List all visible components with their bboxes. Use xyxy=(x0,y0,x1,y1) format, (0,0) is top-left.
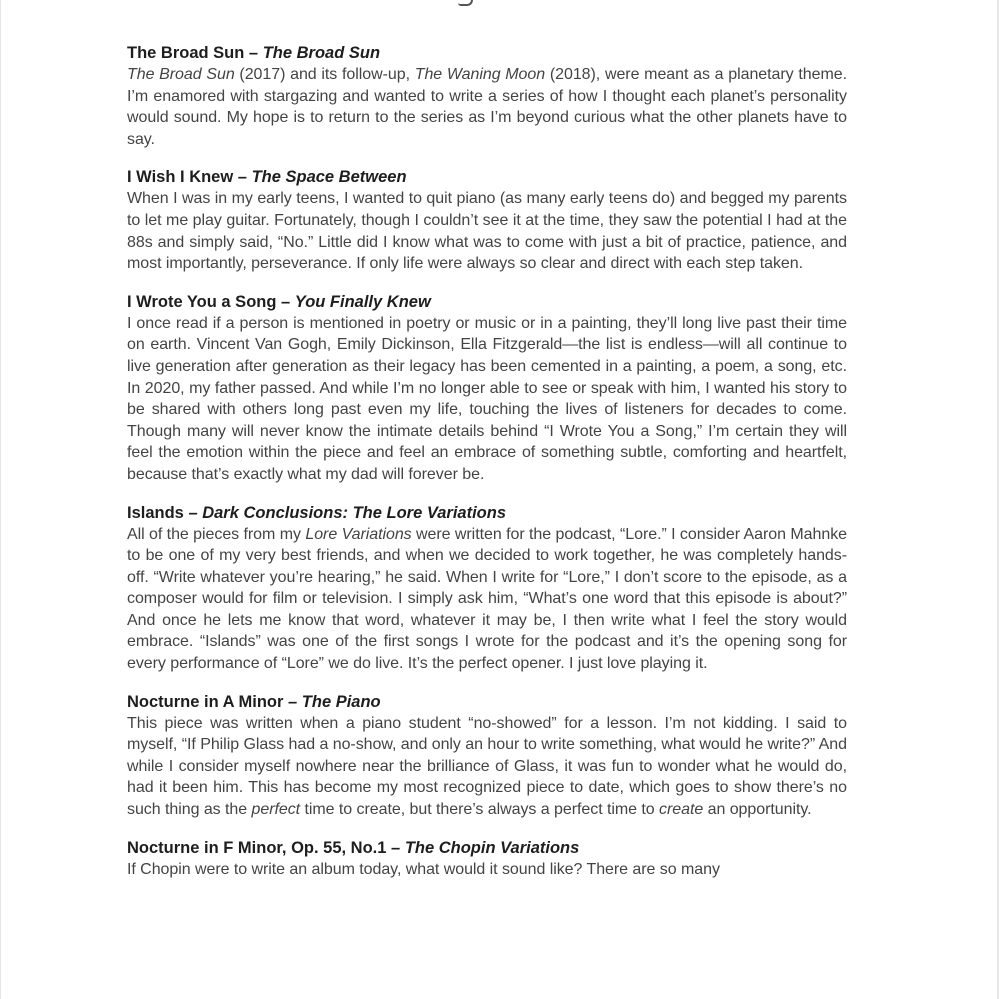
song-section xyxy=(127,502,847,675)
text-run: (2018), were meant as a planetary theme. I’m enamored with stargazing and wanted to write a series of how I thought each planet’s personality would sound. My hope is to return to the series as I’m beyond curious what the other planets have to say. xyxy=(127,66,847,148)
song-section xyxy=(127,166,847,274)
heading-separator: – xyxy=(233,168,252,187)
song-title: I Wish I Knew xyxy=(127,168,234,187)
album-title: The Space Between xyxy=(251,168,407,187)
heading-separator: – xyxy=(283,692,302,711)
song-title: Nocturne in A Minor xyxy=(127,692,284,711)
song-heading xyxy=(127,166,847,188)
song-section xyxy=(127,837,847,881)
album-title: The Chopin Variations xyxy=(404,838,580,857)
document-content xyxy=(127,42,847,896)
page-edge-left xyxy=(0,0,1,999)
song-section xyxy=(127,691,847,821)
song-description xyxy=(127,313,847,486)
album-title: Dark Conclusions: The Lore Variations xyxy=(202,503,507,522)
text-run: an opportunity. xyxy=(703,801,812,819)
song-title: Islands xyxy=(127,503,184,522)
song-description xyxy=(127,859,847,881)
album-title: The Piano xyxy=(301,692,381,711)
text-run: When I was in my early teens, I wanted to quit piano (as many early teens do) and begged my parents to let me play guitar. Fortunately, though I couldn’t see it at the time, they saw the potential I had at the 88s and simply said, “No.” Little did I know what was to come with just a bit of practice, patience, and most importantly, perseverance. If only life were always so clear and direct with each step taken. xyxy=(127,190,847,273)
cut-off-title-glyph xyxy=(458,0,473,6)
italic-text-run: create xyxy=(659,801,704,819)
text-run: This piece was written when a piano student “no-showed” for a lesson. I’m not kidding. I said to myself, “If Philip Glass had a no-show, and only an hour to write something, what would he write?” And while I consider myself nowhere near the brilliance of Glass, it was fun to wonder what he would do, had it been him. This has become my most recognized piece to date, which goes to show there’s no such thing as the xyxy=(127,714,847,819)
song-description xyxy=(127,188,847,274)
song-section xyxy=(127,42,847,150)
heading-separator: – xyxy=(386,838,405,857)
album-title: You Finally Knew xyxy=(294,292,431,311)
text-run: (2017) and its follow-up, xyxy=(234,66,415,83)
italic-text-run: Lore Variations xyxy=(305,525,412,543)
song-heading xyxy=(127,837,847,859)
italic-text-run: The Waning Moon xyxy=(414,66,546,83)
heading-separator: – xyxy=(276,292,295,311)
song-heading xyxy=(127,691,847,713)
text-run: were written for the podcast, “Lore.” I consider Aaron Mahnke to be one of my very best friends, and when we decided to work together, he was completely hands-off. “Write whatever you’re hearing,” he said. When I write for “Lore,” I don’t score to the episode, as a composer would for film or television. I simply ask him, “What’s one word that this episode is about?” And once he lets me know that word, whatever it may be, I then write what I feel the story would embrace. “Islands” was one of the first songs I wrote for the podcast and it’s the opening song for every performance of “Lore” we do live. It’s the perfect opener. I just love playing it. xyxy=(127,525,847,673)
song-title: Nocturne in F Minor, Op. 55, No.1 xyxy=(127,838,387,857)
song-heading xyxy=(127,42,847,64)
song-description xyxy=(127,64,847,150)
song-section xyxy=(127,291,847,486)
heading-separator: – xyxy=(183,503,203,522)
song-description xyxy=(127,713,847,821)
song-heading xyxy=(127,502,847,524)
song-title: I Wrote You a Song xyxy=(127,292,277,311)
italic-text-run: perfect xyxy=(251,801,301,819)
heading-separator: – xyxy=(244,44,263,62)
song-title: The Broad Sun xyxy=(127,44,245,62)
song-heading xyxy=(127,291,847,313)
song-description xyxy=(127,524,847,675)
text-run: If Chopin were to write an album today, what would it sound like? There are so many xyxy=(127,860,720,878)
text-run: All of the pieces from my xyxy=(127,525,306,543)
italic-text-run: The Broad Sun xyxy=(127,66,235,83)
text-run: time to create, but there’s always a perfect time to xyxy=(300,801,660,819)
album-title: The Broad Sun xyxy=(262,44,381,62)
text-run: I once read if a person is mentioned in poetry or music or in a painting, they’ll long live past their time on earth. Vincent Van Gogh, Emily Dickinson, Ella Fitzgerald—the list is endless—will all continue to live generation after generation as their legacy has been cemented in a painting, a poem, a song, etc. In 2020, my father passed. And while I’m no longer able to see or speak with him, I wanted his story to be shared with others long past even my life, touching the lives of listeners for decades to come. Though many will never know the intimate details behind “I Wrote You a Song,” I’m certain they will feel the emotion within the piece and feel an embrace of something subtle, comforting and heartfelt, because that’s exactly what my dad will forever be. xyxy=(127,314,847,483)
